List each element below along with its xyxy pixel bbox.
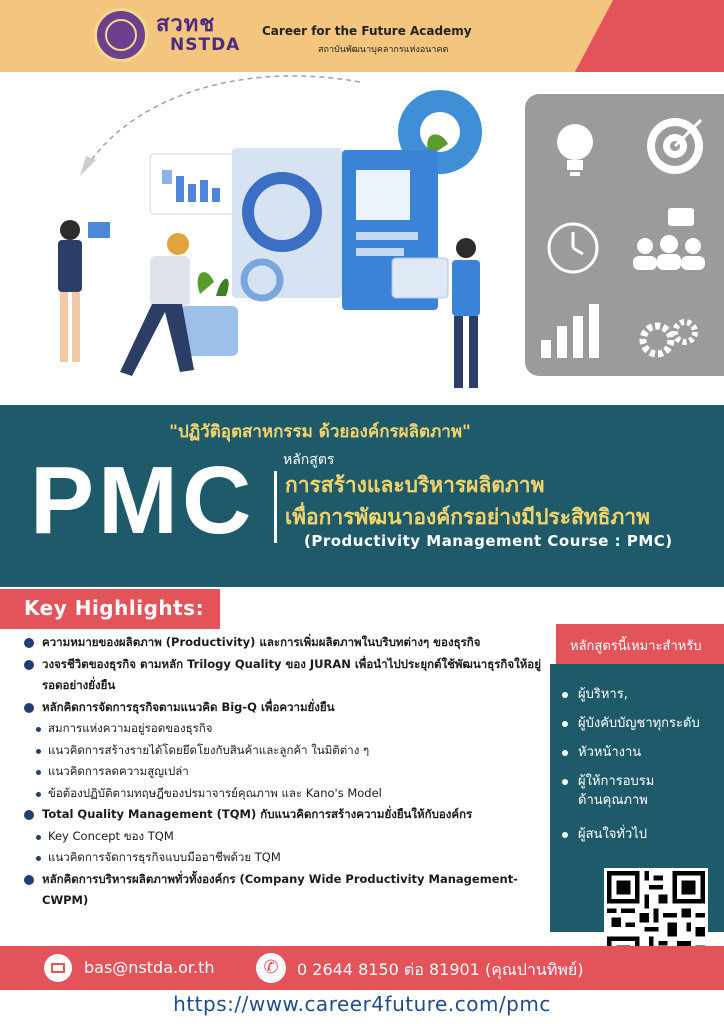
- list-item: แนวคิดการจัดการธุรกิจแบบมืออาชีพด้วย TQM: [22, 847, 552, 869]
- list-item: หลักคิดการจัดการธุรกิจตามแนวคิด Big-Q เพื่อความยั่งยืน: [22, 697, 552, 719]
- course-title-line1: การสร้างและบริหารผลิตภาพ: [285, 473, 545, 497]
- course-acronym: PMC: [30, 447, 256, 554]
- contact-bar: [0, 946, 724, 990]
- slogan: "ปฏิวัติอุตสาหกรรม ด้วยองค์กรผลิตภาพ": [169, 422, 471, 442]
- logo-line1: สวทช: [156, 12, 216, 37]
- audience-item: หัวหน้างาน: [560, 738, 700, 767]
- list-item: Total Quality Management (TQM) กับแนวคิดการสร้างความยั่งยืนให้กับองค์กร: [22, 804, 552, 826]
- course-label: หลักสูตร: [283, 452, 335, 468]
- course-english-title: (Productivity Management Course : PMC): [304, 532, 673, 550]
- phone-icon: ✆: [256, 953, 286, 983]
- contact-email[interactable]: bas@nstda.or.th: [84, 958, 215, 977]
- list-item: แนวคิดการสร้างรายได้โดยยึดโยงกับสินค้าและลูกค้า ในมิติต่าง ๆ: [22, 740, 552, 762]
- list-item: วงจรชีวิตของธุรกิจ ตามหลัก Trilogy Quality ของ JURAN เพื่อนำไปประยุกต์ใช้พัฒนาธุรกิจให้อยู่รอดอย่างยั่งยืน: [22, 654, 552, 697]
- audience-item: ผู้ให้การอบรม: [560, 767, 700, 796]
- gears-icon: [643, 322, 695, 354]
- icon-panel: [525, 94, 724, 376]
- target-icon: [647, 118, 703, 174]
- academy-subtitle: สถาบันพัฒนาบุคลากรแห่งอนาคต: [318, 45, 449, 55]
- header-red-stripe: [575, 0, 724, 72]
- mail-icon: [44, 954, 72, 982]
- lightbulb-icon: [557, 124, 593, 176]
- hero-illustration: [0, 72, 724, 406]
- audience-item: ผู้บังคับบัญชาทุกระดับ: [560, 709, 700, 738]
- academy-title: Career for the Future Academy: [262, 24, 472, 38]
- list-item: Key Concept ของ TQM: [22, 826, 552, 848]
- list-item: สมการแห่งความอยู่รอดของธุรกิจ: [22, 718, 552, 740]
- audience-heading: หลักสูตรนี้เหมาะสำหรับ: [556, 624, 724, 664]
- list-item: ข้อต้องปฏิบัติตามทฤษฎีของปรมาจารย์คุณภาพ และ Kano's Model: [22, 783, 552, 805]
- audience-item: ผู้บริหาร,: [560, 680, 700, 709]
- list-item: แนวคิดการลดความสูญเปล่า: [22, 761, 552, 783]
- list-item: ความหมายของผลิตภาพ (Productivity) และการเพิ่มผลิตภาพในบริบทต่างๆ ของธุรกิจ: [22, 632, 552, 654]
- logo-line2: NSTDA: [170, 35, 241, 55]
- nstda-logo: [156, 14, 240, 54]
- audience-list: [560, 680, 700, 849]
- key-highlights-list: [22, 632, 552, 912]
- list-item: หลักคิดการบริหารผลิตภาพทั่วทั้งองค์กร (Company Wide Productivity Management-CWPM): [22, 869, 552, 912]
- contact-phone[interactable]: 0 2644 8150 ต่อ 81901 (คุณปานทิพย์): [297, 960, 584, 979]
- course-banner: [0, 405, 724, 587]
- header: [0, 0, 724, 72]
- audience-item-continued: ด้านคุณภาพ: [578, 793, 648, 808]
- key-highlights-heading: Key Highlights:: [0, 589, 220, 629]
- course-title-line2: เพื่อการพัฒนาองค์กรอย่างมีประสิทธิภาพ: [285, 505, 650, 529]
- divider: [274, 471, 277, 543]
- bar-chart-icon: [541, 304, 599, 358]
- audience-item: ผู้สนใจทั่วไป: [560, 820, 700, 849]
- academy-block: [262, 24, 472, 56]
- people-meeting-icon: [633, 208, 705, 270]
- nstda-emblem-icon: [94, 8, 148, 62]
- clock-icon: [549, 224, 597, 272]
- course-url-link[interactable]: https://www.career4future.com/pmc: [173, 992, 551, 1016]
